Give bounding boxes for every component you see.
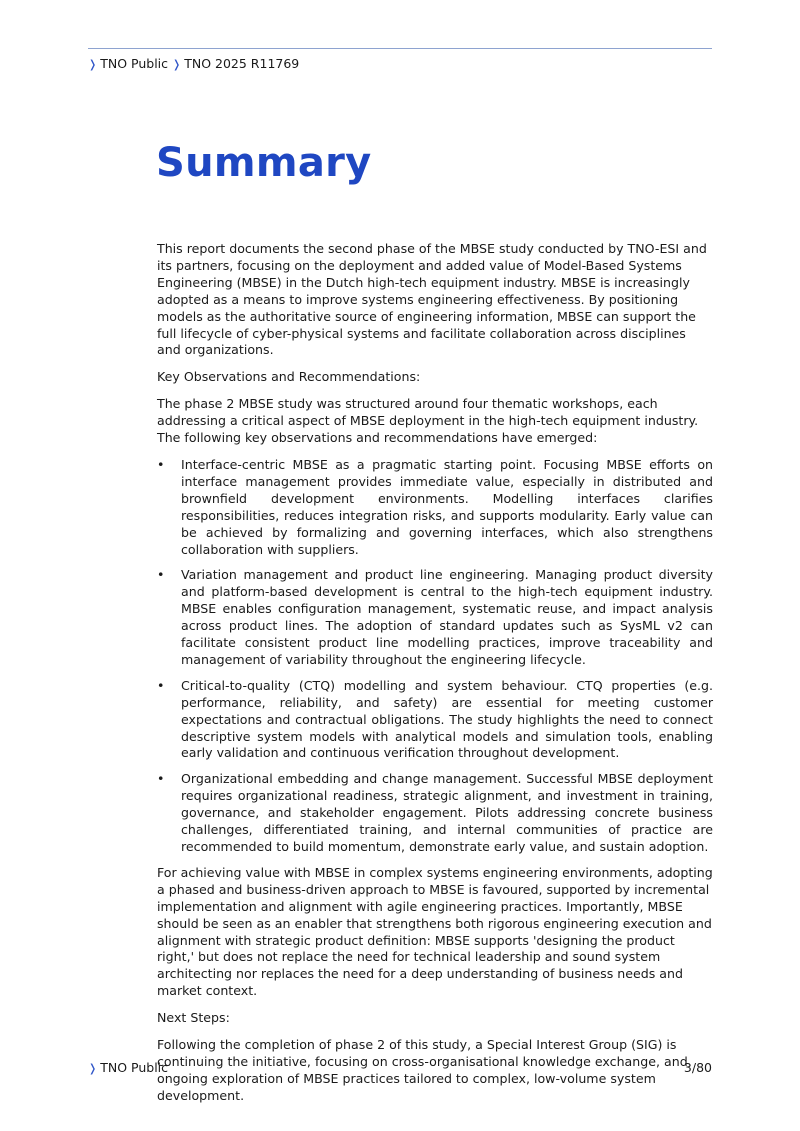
list-item xyxy=(157,678,713,763)
next-steps-paragraph: Following the completion of phase 2 of this study, a Special Interest Group (SIG) is continuing the initiative, focusing on cross-organisational knowledge exchange, and ongoing exploration of MBSE practices tailored to complex, low-volume system development. xyxy=(157,1037,688,1103)
page-header xyxy=(88,56,299,71)
bullet-text: Managing product diversity and platform-based development is central to the high-tech equipment industry. MBSE enables configuration management, systematic reuse, and impact analysis across product lines. The adoption of standard updates such as SysML v2 can facilitate consistent product line modelling practices, improve traceability and management of variability throughout the engineering lifecycle. xyxy=(181,567,713,667)
chevron-right-icon: ❭ xyxy=(88,58,98,71)
summary-body xyxy=(157,241,713,1115)
header-report-id: TNO 2025 R11769 xyxy=(184,56,300,71)
list-item xyxy=(157,457,713,558)
bullet-text: CTQ properties (e.g. performance, reliability, and safety) are essential for meeting customer expectations and contractual obligations. The study highlights the need to connect descriptive system models with analytical models and simulation tools, enabling early validation and continuous verification throughout development. xyxy=(181,677,713,761)
list-item xyxy=(157,771,713,856)
page-number: 3/80 xyxy=(683,1060,712,1075)
bullet-lead: Critical-to-quality (CTQ) modelling and system behaviour. xyxy=(181,677,568,693)
chevron-right-icon: ❭ xyxy=(88,1062,98,1075)
header-classification: TNO Public xyxy=(100,56,169,71)
footer-classification: TNO Public xyxy=(100,1060,169,1075)
bullet-lead: Interface-centric MBSE as a pragmatic starting point. xyxy=(181,456,537,472)
observations-list xyxy=(157,457,713,856)
list-item xyxy=(157,567,713,668)
chevron-right-icon: ❭ xyxy=(172,58,182,71)
page-footer xyxy=(88,1060,168,1075)
key-observations-heading: Key Observations and Recommendations: xyxy=(157,369,421,385)
next-steps-heading: Next Steps: xyxy=(157,1010,230,1026)
bullet-lead: Variation management and product line engineering. xyxy=(181,567,529,583)
key-observations-intro: The phase 2 MBSE study was structured around four thematic workshops, each addressing a critical aspect of MBSE deployment in the high-tech equipment industry. The following key observations and recommendations have emerged: xyxy=(157,396,699,446)
intro-paragraph: This report documents the second phase of the MBSE study conducted by TNO-ESI and its partners, focusing on the deployment and added value of Model-Based Systems Engineering (MBSE) in the Dutch high-tech equipment industry. MBSE is increasingly adopted as a means to improve systems engineering effectiveness. By positioning models as the authoritative source of engineering information, MBSE can support the full lifecycle of cyber-physical systems and facilitate collaboration across disciplines and organizations. xyxy=(157,241,707,358)
page-title: Summary xyxy=(156,140,372,186)
header-rule xyxy=(88,48,712,49)
conclusion-paragraph: For achieving value with MBSE in complex systems engineering environments, adopting a phased and business-driven approach to MBSE is favoured, supported by incremental implementation and alignment with agile engineering practices. Importantly, MBSE should be seen as an enabler that strengthens both rigorous engineering execution and alignment with strategic product definition: MBSE supports 'designing the product right,' but does not replace the need for technical leadership and sound system architecting nor replaces the need for a deep understanding of business needs and market context. xyxy=(157,864,713,999)
bullet-lead: Organizational embedding and change management xyxy=(181,771,518,787)
bullet-text: . Successful MBSE deployment requires organizational readiness, strategic alignment, and investment in training, governance, and stakeholder engagement. Pilots addressing concrete business challenges, differentiated training, and internal communities of practice are recommended to build momentum, demonstrate early value, and sustain adoption. xyxy=(181,771,714,854)
bullet-text: Focusing MBSE efforts on interface management provides immediate value, especially in distributed and brownfield development environments. Modelling interfaces clarifies responsibilities, reduces integration risks, and supports modularity. Early value can be achieved by formalizing and governing interfaces, which also strengthens collaboration with suppliers. xyxy=(181,456,714,557)
